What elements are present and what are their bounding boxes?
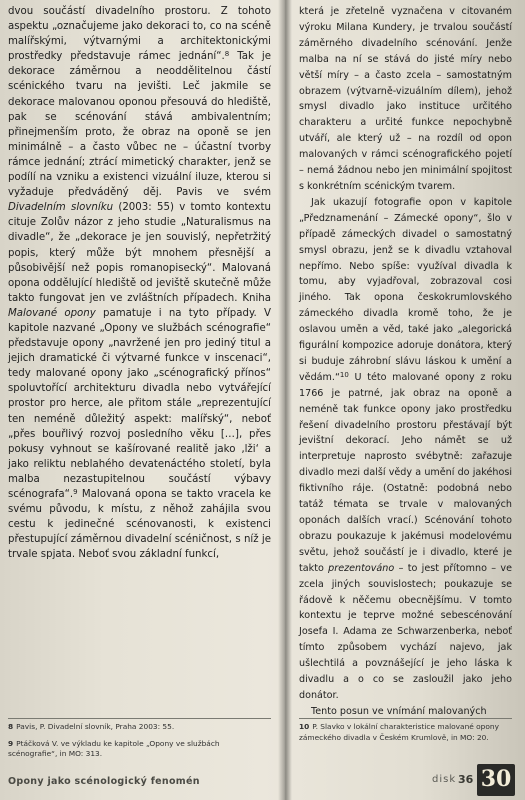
footnote-text: Ptáčková V. ve výkladu ke kapitole „Opony ve službách scénografie“, in MO: 313.	[8, 738, 220, 758]
footnote-9	[8, 739, 271, 760]
footnote-ref: 9	[73, 488, 78, 496]
footnote-number: 10	[299, 722, 310, 731]
footnote-number: 8	[8, 722, 14, 731]
page-number-badge	[477, 764, 515, 796]
section-title: Opony jako scénologický fenomén	[8, 776, 200, 787]
left-paragraph	[8, 4, 271, 562]
right-paragraph-1: která je zřetelně vyznačena v citovaném výroku Milana Kundery, je trvalou součástí záměrného divadelního scénování. Jenže malba na ní se stává do jisté míry nebo větší míry – a často zcela – samostatným obrazem (výtvarně-vizuálním dílem), jehož smysl divadlo jako instituce určitého charakteru a určité funkce nepochybně utváří, ale který už – na rozdíl od opon malovaných v rámci scénografického pojetí – nemá žádnou nebo jen minimální spojitost s konkrétním scénickým tvarem.	[299, 6, 512, 192]
footnote-text: P. Slavko v lokální charakteristice malované opony zámeckého divadla v Českém Krumlově, in MO: 20.	[299, 722, 499, 742]
text-run: dvou součástí divadelního prostoru. Z tohoto aspektu „označujeme jako dekoraci to, co na scéně malířskými, výtvarnými a architektonickými prostředky představuje rámec jednání“.	[8, 6, 271, 63]
italic-title: Malované opony	[8, 307, 96, 319]
footnote-8	[8, 722, 271, 733]
italic-word: prezentováno	[328, 562, 395, 574]
footnotes-right	[299, 718, 512, 749]
footnote-ref: 10	[339, 370, 349, 379]
text-run: (2003: 55) v tomto kontextu cituje Zolův názor z jeho studie „Naturalismus na divadle“, že „dekorace je jen souvislý, nepřetržitý popis, který může být mnohem přesnější a působivější než popis romanopisecký“. Malovaná opona oddělující hlediště od jeviště skutečně může takto fungovat jen ve zvláštních případech. Kniha	[8, 202, 271, 304]
footnote-10	[299, 722, 512, 743]
footnote-rule	[8, 718, 271, 719]
right-paragraph-3: Tento posun ve vnímání malovaných	[311, 705, 487, 717]
text-run: Tak je dekorace záměrnou a neoddělitelnou částí scénického tvaru na jevišti. Leč jakmile se dekorace malovanou oponou přesouvá do hlediště, pak se scénování stává ambivalentním; přinejmenším proto, že obraz na oponě se jen minimálně – a často vůbec ne – účastní tvorby rámce jednání; ztrácí mimetický charakter, jenž se podílí na vzniku a existenci vizuální iluze, kterou si vyžaduje předváděný děj. Pavis ve svém	[8, 51, 271, 199]
magazine-name: disk	[432, 774, 457, 785]
page-footer	[0, 764, 525, 800]
issue-number: 36	[458, 773, 474, 786]
text-run: Malovaná opona se takto vracela ke svému původu, k místu, z něhož zahájila svou cestu k jedinečné scénovanosti, k existenci přestupující záměrnou divadelní scéničnost, s níž je trvale spjata. Neboť svou základní funkcí,	[8, 489, 271, 561]
left-column	[8, 4, 271, 562]
text-run: – to jest přítomno – ve zcela jiných souvislostech; poukazuje se řádově k něčemu obecnějšímu. V tomto kontextu je teprve možné sebescénování Josefa I. Adama ze Schwarzenberka, neboť tímto způsobem vychází najevo, jak ušlechtilá a povznášející je jeho láska k divadlu a o co se zasloužil jako jeho donátor.	[299, 562, 512, 701]
footnote-ref: 8	[224, 50, 230, 59]
italic-title: Divadelním slovníku	[8, 202, 114, 214]
text-run: U této malované opony z roku 1766 je patrné, jak obraz na oponě a neméně tak funkce opony jako prostředku řešení divadelního prostoru přestávají být jevištní dekorací. Jeho námět se už interpretuje naprosto svébytně: zařazuje divadlo mezi další vědy a umění do jakéhosi fiktivního ráje. (Ostatně: podobná nebo tatáž témata se trvale v malovaných oponách dalších vrací.) Scénování tohoto obrazu poukazuje k jakémusi modelovému světu, jehož součástí je i divadlo, které je takto	[299, 371, 512, 574]
footnotes-left	[8, 718, 271, 766]
page-gutter	[278, 0, 292, 800]
page-number: 30	[480, 766, 512, 792]
right-paragraph-2	[299, 195, 512, 704]
text-run: Jak ukazují fotografie opon v kapitole „Předznamenání – Zámecké opony“, šlo v případě zámeckých divadel o samostatný smysl obrazu, jenž se k divadlu vztahoval nepřímo. Nebo spíše: využíval divadla k tomu, aby vyjadřoval, zobrazoval cosi jiného. Tak opona českokrumlovského zámeckého divadla kromě toho, že je oslavou uměn a věd, také jako „alegorická figurální kompozice adoruje donátora, který si buduje záhrobní slávu láskou k umění a vědám.“	[299, 196, 512, 383]
right-column	[299, 4, 512, 720]
footnote-text: Pavis, P. Divadelní slovník, Praha 2003: 55.	[16, 722, 175, 731]
footnote-rule	[299, 718, 512, 719]
footnote-number: 9	[8, 738, 14, 748]
text-run: pamatuje i na tyto případy. V kapitole nazvané „Opony ve službách scénografie“ představuje opony „navržené jen pro jediný titul a jejich dramatické či výtvarné funkce v inscenaci“, tedy malované opony jako „scénografický přínos“ spoluvtořící architekturu divadla nebo vytvářející prostor pro herce, ale přitom stále „reprezentující ten neméně důležitý aspekt: malířský“, neboť „přes bouřlivý rozvoj posledního věku […], přes pokusy vyhnout se kašírované realitě jako ‚lži‘ a jako reliktu neblahého devatenáctého století, byla malba nezastupitelnou součástí výbavy scénografa“.	[8, 307, 271, 500]
